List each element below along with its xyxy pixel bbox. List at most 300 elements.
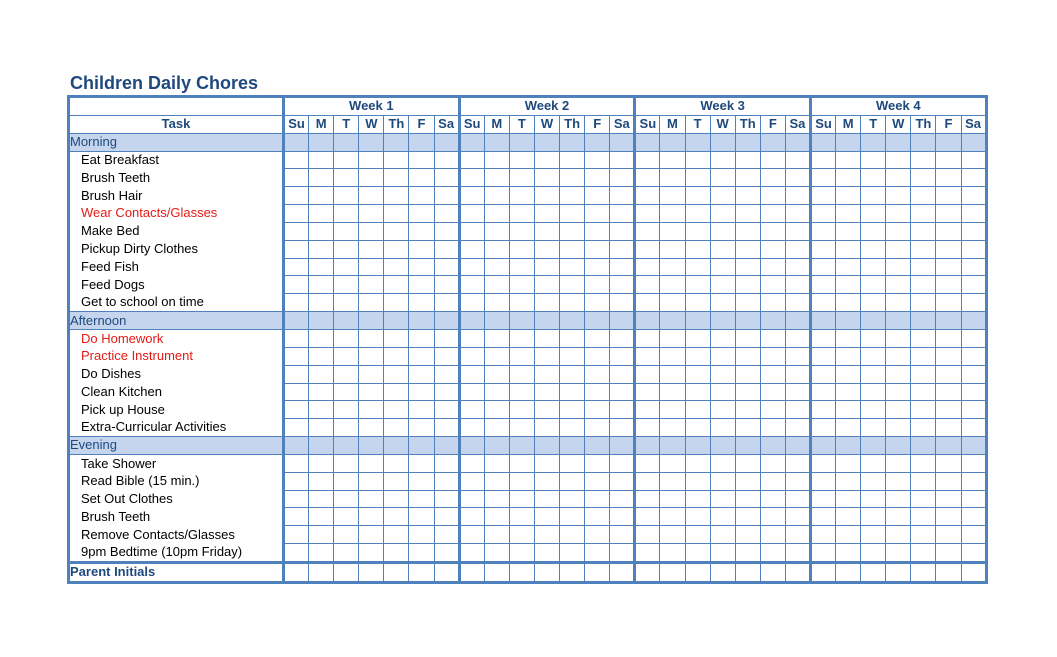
check-cell[interactable] (810, 294, 835, 312)
check-cell[interactable] (284, 222, 309, 240)
check-cell[interactable] (760, 544, 785, 563)
check-cell[interactable] (735, 222, 760, 240)
check-cell[interactable] (334, 419, 359, 437)
check-cell[interactable] (309, 490, 334, 508)
check-cell[interactable] (334, 276, 359, 294)
check-cell[interactable] (710, 276, 735, 294)
check-cell[interactable] (534, 544, 559, 563)
check-cell[interactable] (334, 472, 359, 490)
check-cell[interactable] (534, 205, 559, 223)
check-cell[interactable] (334, 258, 359, 276)
check-cell[interactable] (484, 562, 509, 582)
check-cell[interactable] (710, 383, 735, 401)
check-cell[interactable] (534, 222, 559, 240)
check-cell[interactable] (810, 151, 835, 169)
check-cell[interactable] (886, 401, 911, 419)
check-cell[interactable] (710, 544, 735, 563)
check-cell[interactable] (384, 169, 409, 187)
check-cell[interactable] (911, 401, 936, 419)
check-cell[interactable] (384, 454, 409, 472)
check-cell[interactable] (886, 419, 911, 437)
check-cell[interactable] (284, 401, 309, 419)
check-cell[interactable] (585, 240, 610, 258)
check-cell[interactable] (861, 347, 886, 365)
check-cell[interactable] (936, 365, 961, 383)
check-cell[interactable] (886, 383, 911, 401)
check-cell[interactable] (735, 401, 760, 419)
check-cell[interactable] (484, 329, 509, 347)
check-cell[interactable] (810, 562, 835, 582)
check-cell[interactable] (836, 329, 861, 347)
check-cell[interactable] (459, 544, 484, 563)
check-cell[interactable] (911, 365, 936, 383)
check-cell[interactable] (836, 258, 861, 276)
check-cell[interactable] (334, 508, 359, 526)
check-cell[interactable] (861, 169, 886, 187)
check-cell[interactable] (459, 329, 484, 347)
check-cell[interactable] (961, 205, 986, 223)
check-cell[interactable] (359, 472, 384, 490)
check-cell[interactable] (760, 526, 785, 544)
check-cell[interactable] (785, 240, 810, 258)
check-cell[interactable] (434, 508, 459, 526)
check-cell[interactable] (785, 276, 810, 294)
check-cell[interactable] (710, 240, 735, 258)
check-cell[interactable] (434, 562, 459, 582)
check-cell[interactable] (284, 151, 309, 169)
check-cell[interactable] (760, 329, 785, 347)
check-cell[interactable] (509, 490, 534, 508)
check-cell[interactable] (484, 526, 509, 544)
check-cell[interactable] (409, 419, 434, 437)
check-cell[interactable] (710, 508, 735, 526)
check-cell[interactable] (785, 419, 810, 437)
check-cell[interactable] (585, 365, 610, 383)
check-cell[interactable] (610, 205, 635, 223)
check-cell[interactable] (434, 365, 459, 383)
check-cell[interactable] (911, 151, 936, 169)
check-cell[interactable] (785, 401, 810, 419)
check-cell[interactable] (434, 472, 459, 490)
check-cell[interactable] (484, 151, 509, 169)
check-cell[interactable] (534, 329, 559, 347)
check-cell[interactable] (710, 205, 735, 223)
check-cell[interactable] (785, 294, 810, 312)
check-cell[interactable] (685, 544, 710, 563)
check-cell[interactable] (961, 294, 986, 312)
check-cell[interactable] (459, 383, 484, 401)
check-cell[interactable] (760, 276, 785, 294)
check-cell[interactable] (484, 169, 509, 187)
check-cell[interactable] (685, 294, 710, 312)
check-cell[interactable] (660, 508, 685, 526)
check-cell[interactable] (836, 544, 861, 563)
check-cell[interactable] (735, 472, 760, 490)
check-cell[interactable] (810, 347, 835, 365)
check-cell[interactable] (384, 508, 409, 526)
check-cell[interactable] (409, 544, 434, 563)
check-cell[interactable] (911, 454, 936, 472)
check-cell[interactable] (911, 169, 936, 187)
check-cell[interactable] (459, 562, 484, 582)
check-cell[interactable] (886, 544, 911, 563)
check-cell[interactable] (560, 187, 585, 205)
check-cell[interactable] (710, 526, 735, 544)
check-cell[interactable] (685, 508, 710, 526)
check-cell[interactable] (560, 294, 585, 312)
check-cell[interactable] (509, 472, 534, 490)
check-cell[interactable] (560, 454, 585, 472)
check-cell[interactable] (886, 294, 911, 312)
check-cell[interactable] (359, 169, 384, 187)
check-cell[interactable] (309, 383, 334, 401)
check-cell[interactable] (760, 508, 785, 526)
check-cell[interactable] (685, 205, 710, 223)
check-cell[interactable] (309, 401, 334, 419)
check-cell[interactable] (359, 240, 384, 258)
check-cell[interactable] (735, 544, 760, 563)
check-cell[interactable] (610, 222, 635, 240)
check-cell[interactable] (434, 383, 459, 401)
check-cell[interactable] (836, 240, 861, 258)
check-cell[interactable] (409, 508, 434, 526)
check-cell[interactable] (610, 258, 635, 276)
check-cell[interactable] (334, 222, 359, 240)
check-cell[interactable] (560, 562, 585, 582)
check-cell[interactable] (509, 544, 534, 563)
check-cell[interactable] (836, 472, 861, 490)
check-cell[interactable] (911, 472, 936, 490)
check-cell[interactable] (836, 508, 861, 526)
check-cell[interactable] (509, 169, 534, 187)
check-cell[interactable] (785, 151, 810, 169)
check-cell[interactable] (836, 562, 861, 582)
check-cell[interactable] (585, 347, 610, 365)
check-cell[interactable] (459, 187, 484, 205)
check-cell[interactable] (735, 240, 760, 258)
check-cell[interactable] (409, 240, 434, 258)
check-cell[interactable] (560, 347, 585, 365)
check-cell[interactable] (284, 276, 309, 294)
check-cell[interactable] (509, 294, 534, 312)
check-cell[interactable] (384, 276, 409, 294)
check-cell[interactable] (434, 205, 459, 223)
check-cell[interactable] (585, 187, 610, 205)
check-cell[interactable] (534, 508, 559, 526)
check-cell[interactable] (886, 222, 911, 240)
check-cell[interactable] (384, 472, 409, 490)
check-cell[interactable] (635, 508, 660, 526)
check-cell[interactable] (660, 258, 685, 276)
check-cell[interactable] (836, 294, 861, 312)
check-cell[interactable] (936, 401, 961, 419)
check-cell[interactable] (334, 526, 359, 544)
check-cell[interactable] (509, 526, 534, 544)
check-cell[interactable] (760, 490, 785, 508)
check-cell[interactable] (735, 383, 760, 401)
check-cell[interactable] (836, 419, 861, 437)
check-cell[interactable] (936, 258, 961, 276)
check-cell[interactable] (534, 365, 559, 383)
check-cell[interactable] (484, 383, 509, 401)
check-cell[interactable] (861, 222, 886, 240)
check-cell[interactable] (961, 365, 986, 383)
check-cell[interactable] (359, 490, 384, 508)
check-cell[interactable] (810, 526, 835, 544)
check-cell[interactable] (434, 544, 459, 563)
check-cell[interactable] (735, 347, 760, 365)
check-cell[interactable] (710, 294, 735, 312)
check-cell[interactable] (610, 508, 635, 526)
check-cell[interactable] (560, 365, 585, 383)
check-cell[interactable] (284, 508, 309, 526)
check-cell[interactable] (810, 383, 835, 401)
check-cell[interactable] (484, 401, 509, 419)
check-cell[interactable] (710, 258, 735, 276)
check-cell[interactable] (459, 151, 484, 169)
check-cell[interactable] (836, 490, 861, 508)
check-cell[interactable] (685, 276, 710, 294)
check-cell[interactable] (710, 347, 735, 365)
check-cell[interactable] (284, 205, 309, 223)
check-cell[interactable] (760, 472, 785, 490)
check-cell[interactable] (836, 205, 861, 223)
check-cell[interactable] (735, 258, 760, 276)
check-cell[interactable] (961, 490, 986, 508)
check-cell[interactable] (936, 490, 961, 508)
check-cell[interactable] (785, 544, 810, 563)
check-cell[interactable] (509, 205, 534, 223)
check-cell[interactable] (810, 276, 835, 294)
check-cell[interactable] (660, 454, 685, 472)
check-cell[interactable] (560, 419, 585, 437)
check-cell[interactable] (861, 258, 886, 276)
check-cell[interactable] (685, 169, 710, 187)
check-cell[interactable] (334, 454, 359, 472)
check-cell[interactable] (735, 562, 760, 582)
check-cell[interactable] (610, 294, 635, 312)
check-cell[interactable] (961, 151, 986, 169)
check-cell[interactable] (484, 365, 509, 383)
check-cell[interactable] (635, 240, 660, 258)
check-cell[interactable] (509, 562, 534, 582)
check-cell[interactable] (610, 544, 635, 563)
check-cell[interactable] (384, 365, 409, 383)
check-cell[interactable] (560, 240, 585, 258)
check-cell[interactable] (660, 526, 685, 544)
check-cell[interactable] (560, 526, 585, 544)
check-cell[interactable] (961, 222, 986, 240)
check-cell[interactable] (334, 151, 359, 169)
check-cell[interactable] (735, 419, 760, 437)
check-cell[interactable] (610, 329, 635, 347)
check-cell[interactable] (911, 276, 936, 294)
check-cell[interactable] (610, 472, 635, 490)
check-cell[interactable] (936, 151, 961, 169)
check-cell[interactable] (309, 419, 334, 437)
check-cell[interactable] (760, 205, 785, 223)
check-cell[interactable] (685, 419, 710, 437)
check-cell[interactable] (810, 258, 835, 276)
check-cell[interactable] (810, 222, 835, 240)
check-cell[interactable] (660, 169, 685, 187)
check-cell[interactable] (384, 347, 409, 365)
check-cell[interactable] (760, 365, 785, 383)
check-cell[interactable] (359, 419, 384, 437)
check-cell[interactable] (409, 365, 434, 383)
check-cell[interactable] (735, 490, 760, 508)
check-cell[interactable] (635, 365, 660, 383)
check-cell[interactable] (961, 240, 986, 258)
check-cell[interactable] (936, 187, 961, 205)
check-cell[interactable] (534, 169, 559, 187)
check-cell[interactable] (785, 258, 810, 276)
check-cell[interactable] (735, 454, 760, 472)
check-cell[interactable] (284, 562, 309, 582)
check-cell[interactable] (434, 419, 459, 437)
check-cell[interactable] (710, 562, 735, 582)
check-cell[interactable] (434, 240, 459, 258)
check-cell[interactable] (359, 205, 384, 223)
check-cell[interactable] (484, 258, 509, 276)
check-cell[interactable] (785, 169, 810, 187)
check-cell[interactable] (434, 526, 459, 544)
check-cell[interactable] (384, 240, 409, 258)
check-cell[interactable] (810, 240, 835, 258)
check-cell[interactable] (760, 454, 785, 472)
check-cell[interactable] (635, 187, 660, 205)
check-cell[interactable] (585, 562, 610, 582)
check-cell[interactable] (610, 276, 635, 294)
check-cell[interactable] (861, 151, 886, 169)
check-cell[interactable] (635, 401, 660, 419)
check-cell[interactable] (886, 205, 911, 223)
check-cell[interactable] (585, 419, 610, 437)
check-cell[interactable] (961, 526, 986, 544)
check-cell[interactable] (810, 508, 835, 526)
check-cell[interactable] (911, 544, 936, 563)
check-cell[interactable] (911, 562, 936, 582)
check-cell[interactable] (334, 240, 359, 258)
check-cell[interactable] (936, 526, 961, 544)
check-cell[interactable] (760, 347, 785, 365)
check-cell[interactable] (735, 508, 760, 526)
check-cell[interactable] (560, 544, 585, 563)
check-cell[interactable] (936, 544, 961, 563)
check-cell[interactable] (384, 205, 409, 223)
check-cell[interactable] (484, 508, 509, 526)
check-cell[interactable] (710, 454, 735, 472)
check-cell[interactable] (710, 187, 735, 205)
check-cell[interactable] (334, 490, 359, 508)
check-cell[interactable] (459, 365, 484, 383)
check-cell[interactable] (961, 562, 986, 582)
check-cell[interactable] (710, 169, 735, 187)
check-cell[interactable] (685, 329, 710, 347)
check-cell[interactable] (660, 205, 685, 223)
check-cell[interactable] (710, 490, 735, 508)
check-cell[interactable] (660, 401, 685, 419)
check-cell[interactable] (459, 347, 484, 365)
check-cell[interactable] (861, 544, 886, 563)
check-cell[interactable] (585, 401, 610, 419)
check-cell[interactable] (785, 508, 810, 526)
check-cell[interactable] (585, 294, 610, 312)
check-cell[interactable] (384, 329, 409, 347)
check-cell[interactable] (861, 419, 886, 437)
check-cell[interactable] (284, 454, 309, 472)
check-cell[interactable] (635, 151, 660, 169)
check-cell[interactable] (560, 490, 585, 508)
check-cell[interactable] (961, 508, 986, 526)
check-cell[interactable] (810, 454, 835, 472)
check-cell[interactable] (660, 240, 685, 258)
check-cell[interactable] (610, 401, 635, 419)
check-cell[interactable] (434, 329, 459, 347)
check-cell[interactable] (534, 347, 559, 365)
check-cell[interactable] (359, 222, 384, 240)
check-cell[interactable] (560, 169, 585, 187)
check-cell[interactable] (409, 562, 434, 582)
check-cell[interactable] (334, 347, 359, 365)
check-cell[interactable] (810, 544, 835, 563)
check-cell[interactable] (585, 490, 610, 508)
check-cell[interactable] (635, 205, 660, 223)
check-cell[interactable] (534, 294, 559, 312)
check-cell[interactable] (334, 205, 359, 223)
check-cell[interactable] (936, 205, 961, 223)
check-cell[interactable] (509, 508, 534, 526)
check-cell[interactable] (735, 294, 760, 312)
check-cell[interactable] (735, 365, 760, 383)
check-cell[interactable] (509, 419, 534, 437)
check-cell[interactable] (710, 365, 735, 383)
check-cell[interactable] (886, 329, 911, 347)
check-cell[interactable] (710, 419, 735, 437)
check-cell[interactable] (961, 276, 986, 294)
check-cell[interactable] (459, 222, 484, 240)
check-cell[interactable] (284, 294, 309, 312)
check-cell[interactable] (409, 454, 434, 472)
check-cell[interactable] (334, 294, 359, 312)
check-cell[interactable] (284, 169, 309, 187)
check-cell[interactable] (861, 508, 886, 526)
check-cell[interactable] (936, 294, 961, 312)
check-cell[interactable] (735, 187, 760, 205)
check-cell[interactable] (560, 276, 585, 294)
check-cell[interactable] (710, 472, 735, 490)
check-cell[interactable] (810, 365, 835, 383)
check-cell[interactable] (359, 383, 384, 401)
check-cell[interactable] (861, 472, 886, 490)
check-cell[interactable] (635, 347, 660, 365)
check-cell[interactable] (384, 401, 409, 419)
check-cell[interactable] (284, 472, 309, 490)
check-cell[interactable] (610, 347, 635, 365)
check-cell[interactable] (409, 169, 434, 187)
check-cell[interactable] (685, 454, 710, 472)
check-cell[interactable] (610, 454, 635, 472)
check-cell[interactable] (660, 365, 685, 383)
check-cell[interactable] (284, 187, 309, 205)
check-cell[interactable] (836, 276, 861, 294)
check-cell[interactable] (284, 365, 309, 383)
check-cell[interactable] (886, 347, 911, 365)
check-cell[interactable] (911, 222, 936, 240)
check-cell[interactable] (409, 222, 434, 240)
check-cell[interactable] (309, 294, 334, 312)
check-cell[interactable] (334, 365, 359, 383)
